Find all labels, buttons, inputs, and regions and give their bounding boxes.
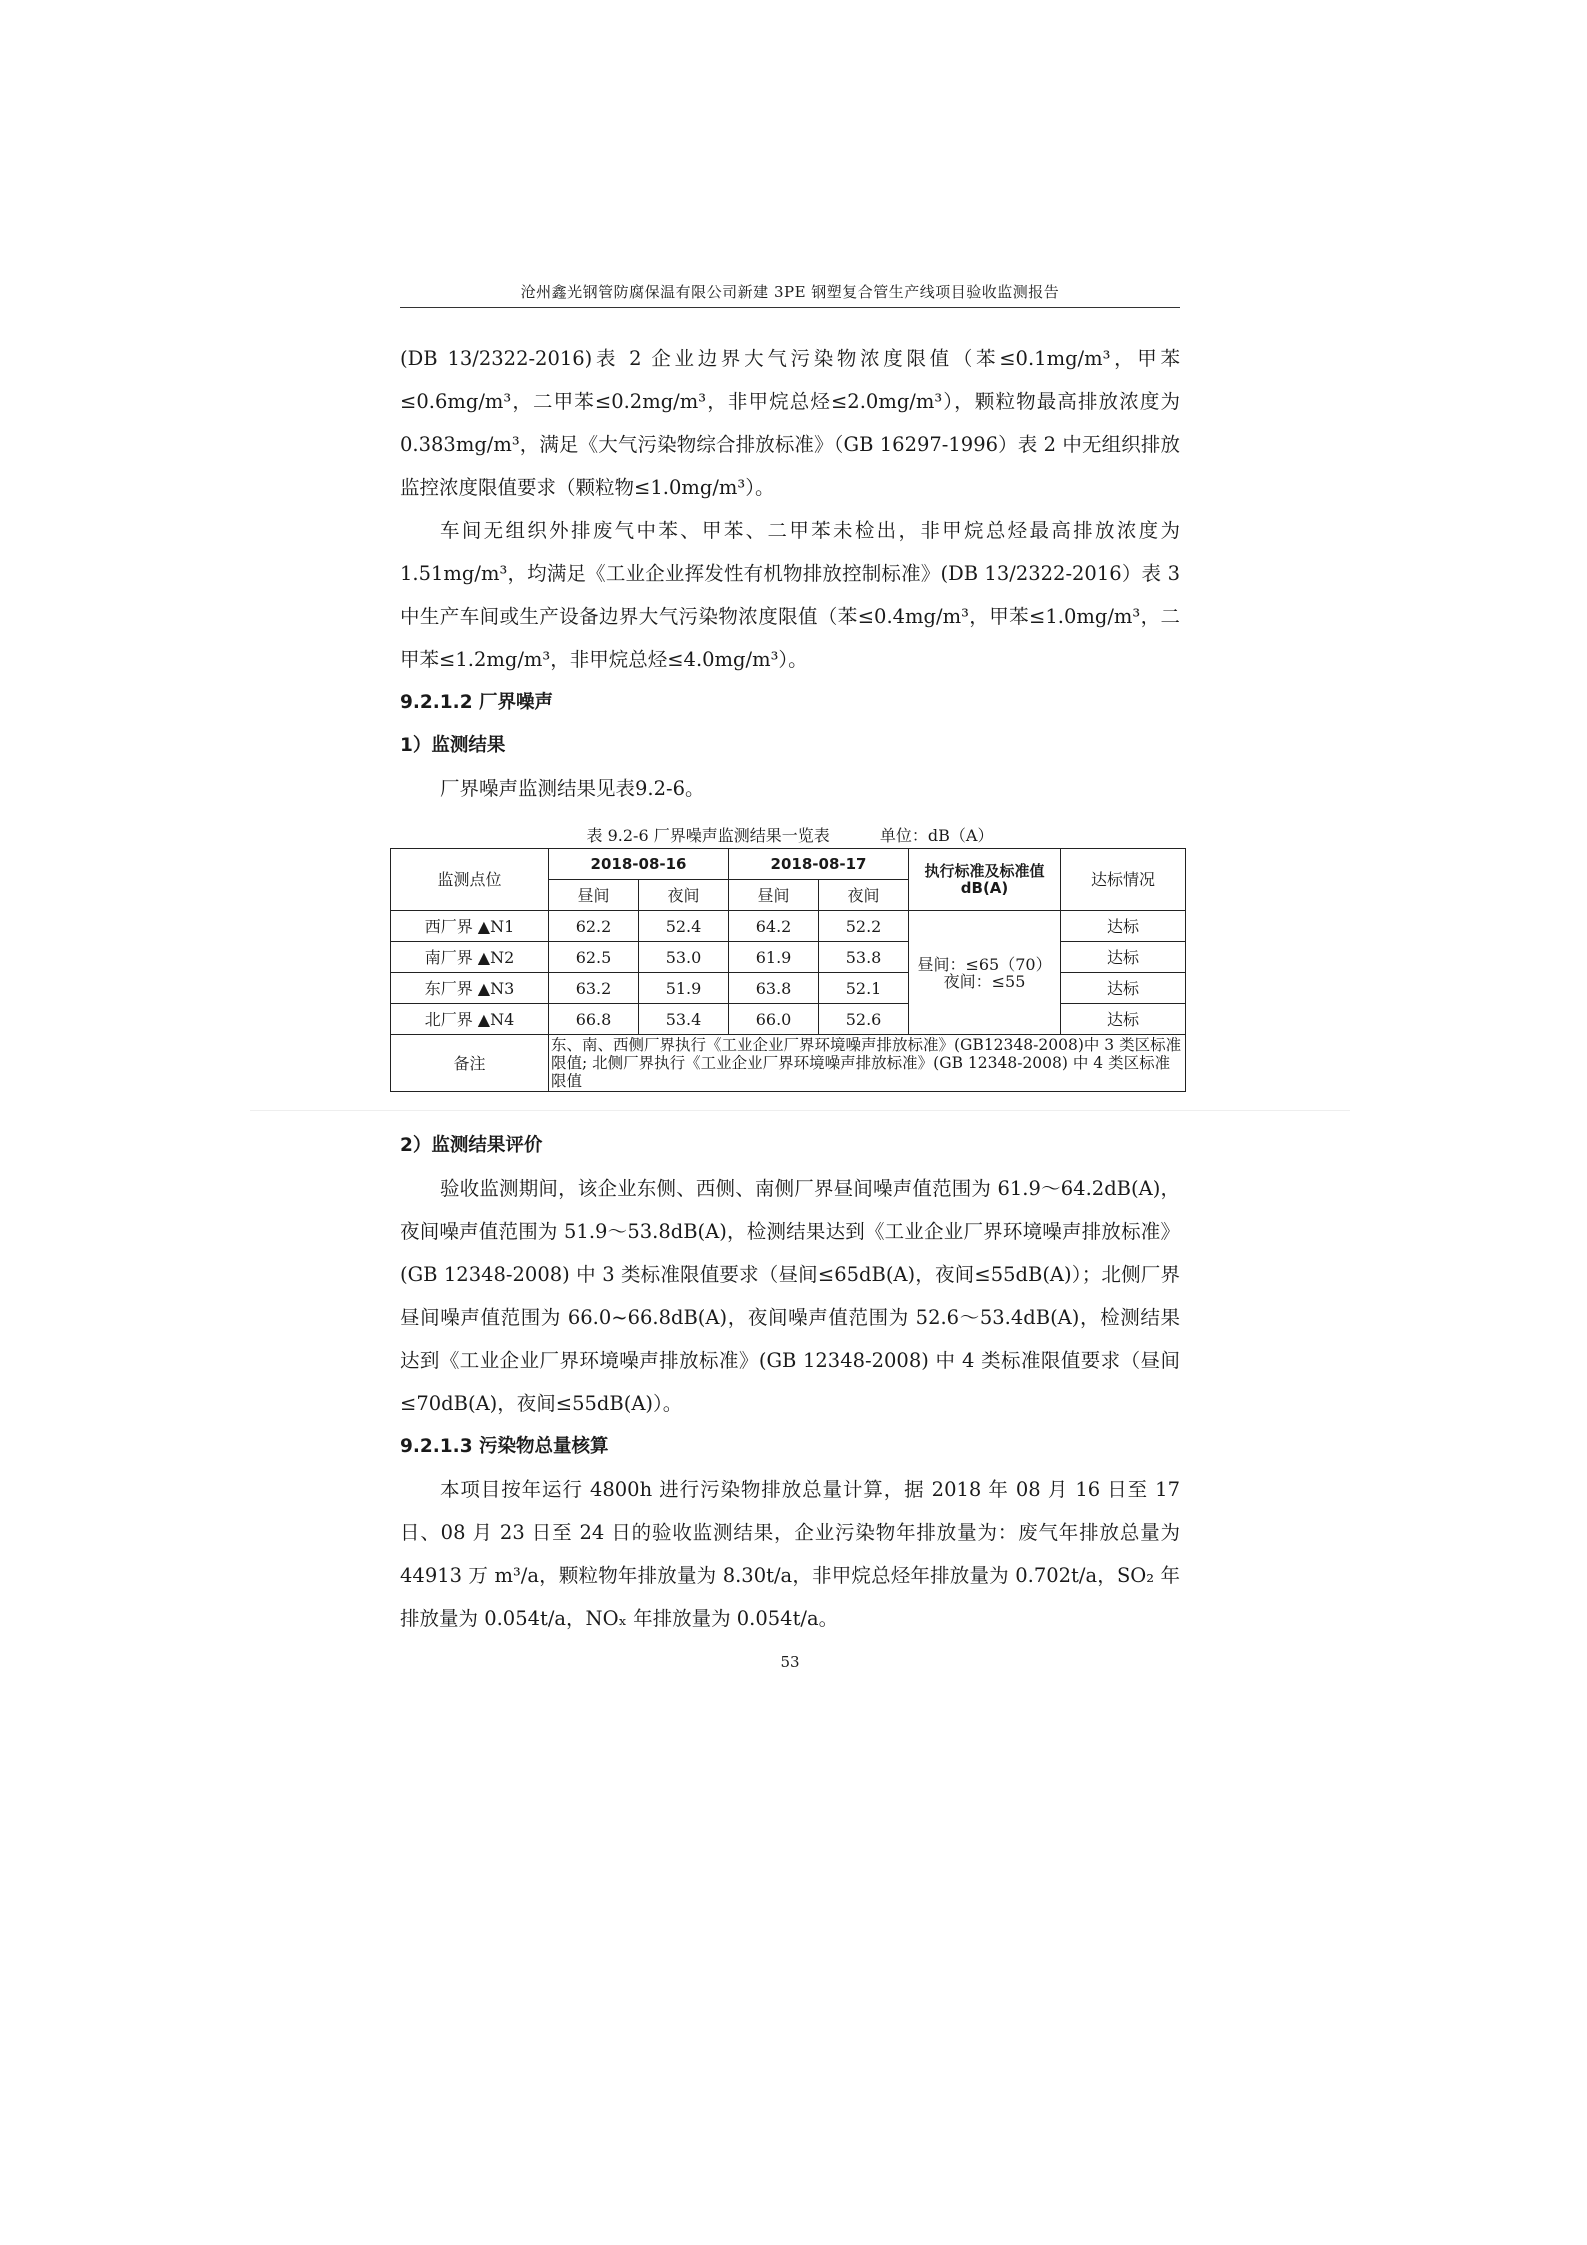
cell-value: 61.9 — [729, 942, 819, 973]
table-row — [391, 942, 1186, 973]
cell-value: 66.0 — [729, 1004, 819, 1035]
table-caption-unit: 单位：dB（A） — [879, 826, 994, 845]
cell-status: 达标 — [1061, 911, 1186, 942]
cell-value: 62.5 — [549, 942, 639, 973]
cell-value: 52.2 — [819, 911, 909, 942]
cell-value: 52.1 — [819, 973, 909, 1004]
header-date-1: 2018-08-16 — [549, 849, 729, 880]
cell-location: 南厂界 ▲N2 — [391, 942, 549, 973]
table-caption-title: 表 9.2-6 厂界噪声监测结果一览表 — [586, 826, 830, 845]
table-note-row — [391, 1035, 1186, 1092]
top-text-block — [400, 337, 1180, 810]
cell-status: 达标 — [1061, 973, 1186, 1004]
header-night-1: 夜间 — [639, 880, 729, 911]
header-day-2: 昼间 — [729, 880, 819, 911]
cell-value: 63.8 — [729, 973, 819, 1004]
page-header: 沧州鑫光钢管防腐保温有限公司新建 3PE 钢塑复合管生产线项目验收监测报告 — [520, 283, 1060, 301]
header-location: 监测点位 — [391, 849, 549, 911]
cell-standard — [909, 911, 1061, 1035]
paragraph-evaluation: 验收监测期间，该企业东侧、西侧、南侧厂界昼间噪声值范围为 61.9～64.2dB(A)，夜间噪声值范围为 51.9～53.8dB(A)，检测结果达到《工业企业厂界环境噪声排放标准》(GB 12348-2008) 中 3 类标准限值要求（昼间≤65dB(A)，夜间≤55dB(A)）；北侧厂界昼间噪声值范围为 66.0~66.8dB(A)，夜间噪声值范围为 52.6～53.4dB(A)，检测结果达到《工业企业厂界环境噪声排放标准》(GB 12348-2008) 中 4 类标准限值要求（昼间≤70dB(A)，夜间≤55dB(A)）。 — [400, 1177, 1180, 1415]
cell-location: 西厂界 ▲N1 — [391, 911, 549, 942]
scan-artifact-line — [250, 1110, 1350, 1111]
cell-value: 66.8 — [549, 1004, 639, 1035]
header-standard: 执行标准及标准值dB(A) — [909, 849, 1061, 911]
paragraph-workshop-emission: 车间无组织外排废气中苯、甲苯、二甲苯未检出，非甲烷总烃最高排放浓度为 1.51mg/m³，均满足《工业企业挥发性有机物排放控制标准》(DB 13/2322-2016）表 3 中生产车间或生产设备边界大气污染物浓度限值（苯≤0.4mg/m³，甲苯≤1.0mg/m³，二甲苯≤1.2mg/m³，非甲烷总烃≤4.0mg/m³）。 — [400, 519, 1180, 671]
cell-value: 53.0 — [639, 942, 729, 973]
header-status: 达标情况 — [1061, 849, 1186, 911]
paragraph-table-intro: 厂界噪声监测结果见表9.2-6。 — [440, 777, 705, 800]
header-rule — [400, 307, 1180, 308]
section-heading-total: 9.2.1.3 污染物总量核算 — [400, 1436, 609, 1457]
cell-value: 52.6 — [819, 1004, 909, 1035]
header-date-2: 2018-08-17 — [729, 849, 909, 880]
bottom-text-block — [400, 1124, 1180, 1640]
table-caption — [400, 823, 1180, 846]
cell-value: 51.9 — [639, 973, 729, 1004]
cell-value: 52.4 — [639, 911, 729, 942]
table-row — [391, 973, 1186, 1004]
cell-value: 62.2 — [549, 911, 639, 942]
table-row — [391, 1004, 1186, 1035]
cell-location: 东厂界 ▲N3 — [391, 973, 549, 1004]
header-night-2: 夜间 — [819, 880, 909, 911]
cell-status: 达标 — [1061, 942, 1186, 973]
cell-value: 64.2 — [729, 911, 819, 942]
section-heading-noise: 9.2.1.2 厂界噪声 — [400, 692, 554, 713]
cell-value: 53.8 — [819, 942, 909, 973]
note-label: 备注 — [391, 1035, 549, 1092]
subheading-monitoring-results: 1）监测结果 — [400, 735, 506, 756]
cell-value: 63.2 — [549, 973, 639, 1004]
paragraph-total: 本项目按年运行 4800h 进行污染物排放总量计算，据 2018 年 08 月 16 日至 17 日、08 月 23 日至 24 日的验收监测结果，企业污染物年排放量为：废气年排放总量为 44913 万 m³/a，颗粒物年排放量为 8.30t/a，非甲烷总烃年排放量为 0.702t/a，SO₂ 年排放量为 0.054t/a，NOₓ 年排放量为 0.054t/a。 — [400, 1478, 1180, 1630]
table-row — [391, 911, 1186, 942]
noise-results-table — [390, 848, 1186, 1092]
header-day-1: 昼间 — [549, 880, 639, 911]
cell-location: 北厂界 ▲N4 — [391, 1004, 549, 1035]
standard-night: 夜间：≤55 — [943, 971, 1026, 991]
standard-day: 昼间：≤65（70） — [917, 954, 1052, 974]
cell-value: 53.4 — [639, 1004, 729, 1035]
page-number: 53 — [780, 1653, 800, 1671]
subheading-evaluation: 2）监测结果评价 — [400, 1135, 543, 1156]
paragraph-air-limits: (DB 13/2322-2016)表 2 企业边界大气污染物浓度限值（苯≤0.1mg/m³，甲苯≤0.6mg/m³，二甲苯≤0.2mg/m³，非甲烷总烃≤2.0mg/m³），颗粒物最高排放浓度为 0.383mg/m³，满足《大气污染物综合排放标准》（GB 16297-1996）表 2 中无组织排放监控浓度限值要求（颗粒物≤1.0mg/m³）。 — [400, 347, 1180, 499]
note-text: 东、南、西侧厂界执行《工业企业厂界环境噪声排放标准》(GB12348-2008)中 3 类区标准限值; 北侧厂界执行《工业企业厂界环境噪声排放标准》(GB 12348-2008) 中 4 类区标准限值 — [549, 1035, 1186, 1092]
cell-status: 达标 — [1061, 1004, 1186, 1035]
